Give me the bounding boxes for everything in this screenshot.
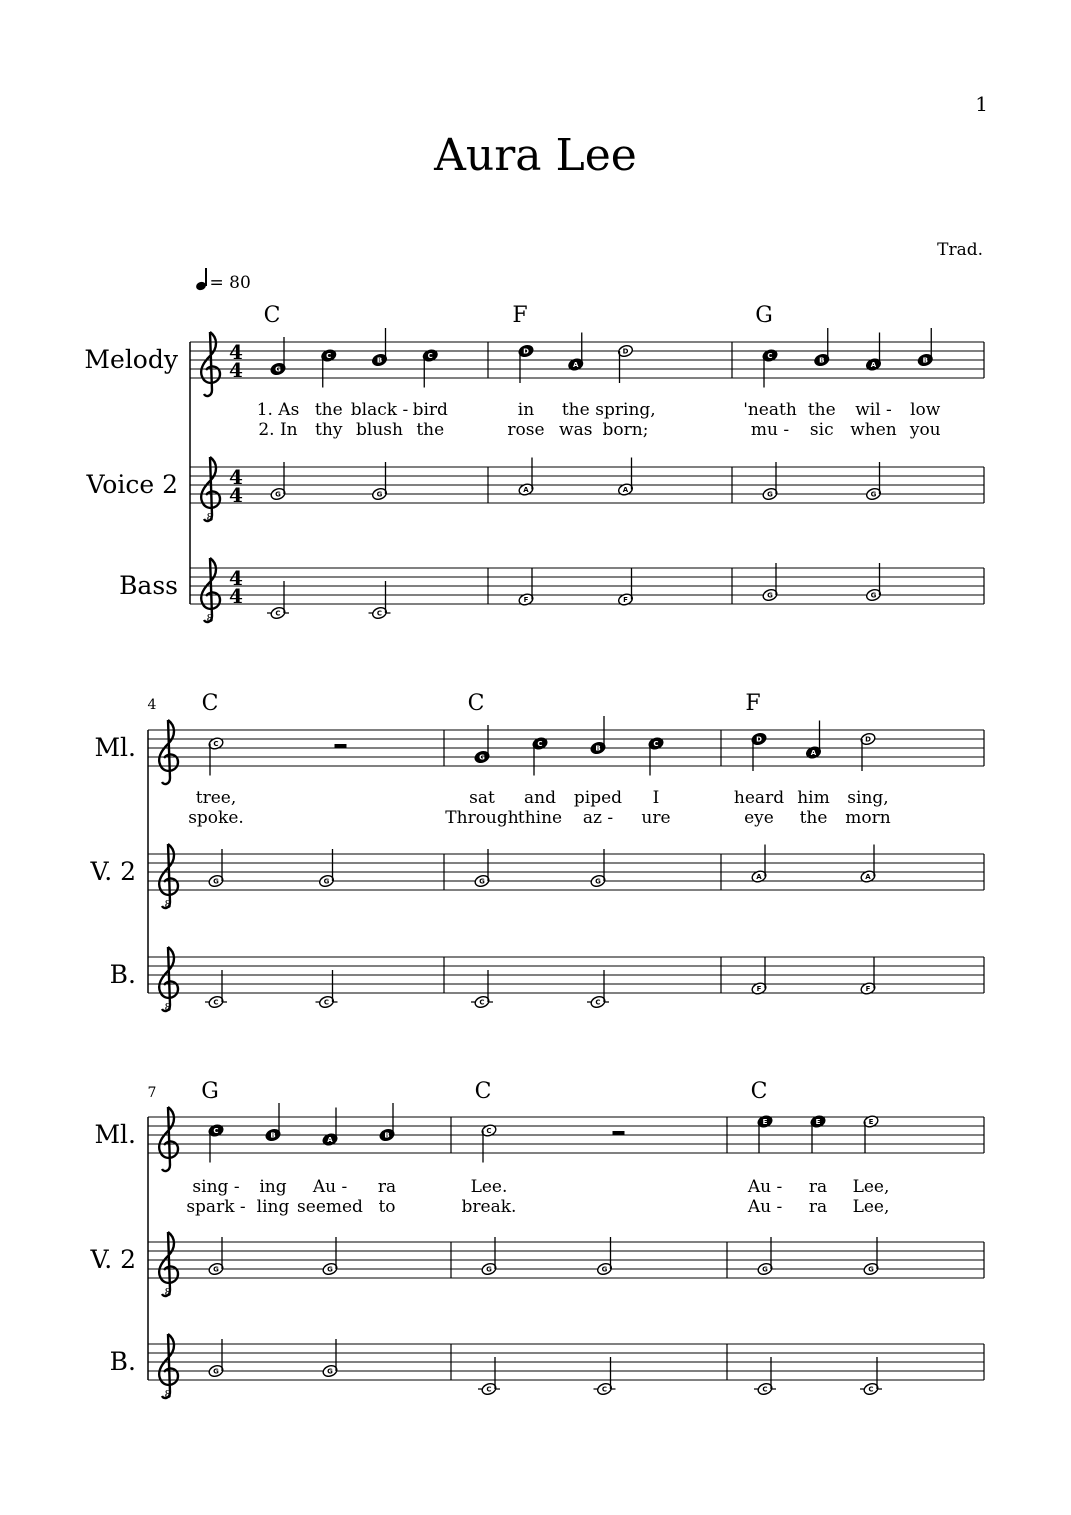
voice2-note-letter: G <box>213 877 219 886</box>
verse1-syllable: sing - <box>192 1177 240 1197</box>
bass-note-letter: G <box>213 1367 219 1376</box>
chord-symbol: F <box>745 691 761 716</box>
verse2-syllable: Au - <box>747 1197 783 1217</box>
verse1-syllable: the <box>314 400 343 420</box>
bass-note-letter: C <box>486 1385 492 1394</box>
chord-symbol: G <box>201 1079 219 1104</box>
voice2-note-letter: G <box>870 490 877 499</box>
octave-clef-mark: 8 <box>164 1388 172 1401</box>
bass-note-letter: G <box>767 591 773 600</box>
composer: Trad. <box>937 240 983 260</box>
verse1-syllable: Lee, <box>852 1177 890 1197</box>
bass-note-letter: C <box>479 998 485 1007</box>
bass-note-letter: C <box>275 609 281 618</box>
verse2-syllable: ling <box>256 1197 290 1217</box>
verse2-syllable: mu - <box>750 420 790 440</box>
verse2-syllable: Lee, <box>852 1197 890 1217</box>
chord-symbol: C <box>467 691 485 716</box>
staff-label-melody: Ml. <box>94 1120 136 1149</box>
verse2-syllable: eye <box>744 808 774 828</box>
melody-note-letter: A <box>810 749 817 757</box>
verse2-syllable: ure <box>641 808 671 828</box>
melody-note-letter: C <box>213 1127 219 1135</box>
melody-note-letter: B <box>384 1131 390 1140</box>
verse1-syllable: ra <box>808 1177 828 1197</box>
verse1-syllable: heard <box>733 788 785 808</box>
staff-label-bass: B. <box>109 960 136 989</box>
staff-label-melody: Ml. <box>94 733 136 762</box>
octave-clef-mark: 8 <box>164 898 172 911</box>
melody-note-letter: B <box>376 356 383 365</box>
voice2-note-letter: G <box>213 1265 219 1274</box>
time-sig-bottom: 4 <box>229 358 243 382</box>
verse1-syllable: sing, <box>847 788 889 808</box>
verse1-syllable: piped <box>573 788 623 808</box>
melody-note-letter: A <box>870 361 877 369</box>
measure-number: 4 <box>147 697 157 713</box>
verse2-syllable: rose <box>507 420 545 440</box>
melody-note-letter: D <box>865 735 871 744</box>
verse1-syllable: Au - <box>312 1177 348 1197</box>
melody-note-letter: G <box>479 753 485 762</box>
tempo-value: = 80 <box>209 273 251 293</box>
octave-clef-mark: 8 <box>164 1286 172 1299</box>
bass-note-letter: C <box>601 1385 608 1394</box>
verse1-syllable: him <box>797 788 830 808</box>
measure-number: 7 <box>147 1085 157 1101</box>
melody-note-letter: B <box>270 1131 276 1140</box>
melody-note-letter: C <box>537 740 543 748</box>
chord-symbol: C <box>201 691 219 716</box>
verse1-syllable: Au - <box>747 1177 783 1197</box>
melody-note-letter: E <box>815 1118 821 1126</box>
staff-label-voice2: V. 2 <box>90 1245 136 1274</box>
melody-note-letter: C <box>486 1127 492 1135</box>
melody-note-letter: A <box>573 361 579 369</box>
verse2-syllable: morn <box>845 808 891 828</box>
melody-note-letter: C <box>767 352 773 360</box>
staff-label-bass: Bass <box>119 571 178 600</box>
voice2-note-letter: A <box>756 873 762 881</box>
voice2-note-letter: G <box>275 490 281 499</box>
octave-clef-mark: 8 <box>164 1001 172 1014</box>
octave-clef-mark: 8 <box>206 511 214 524</box>
melody-note-letter: C <box>213 740 219 748</box>
half-rest-icon <box>613 1131 625 1135</box>
verse1-syllable: black - <box>350 400 409 420</box>
octave-clef-mark: 8 <box>206 612 214 625</box>
bass-note-letter: F <box>623 596 628 604</box>
melody-note-letter: A <box>327 1136 333 1144</box>
verse2-syllable: the <box>416 420 445 440</box>
melody-note-letter: B <box>922 356 928 365</box>
verse2-syllable: was <box>559 420 593 440</box>
verse2-syllable: born; <box>602 420 649 440</box>
verse1-syllable: in <box>517 400 535 420</box>
time-sig-bottom: 4 <box>229 584 243 608</box>
chord-symbol: F <box>512 303 528 328</box>
time-sig-top: 4 <box>229 340 243 364</box>
verse1-syllable: wil - <box>855 400 892 420</box>
voice2-note-letter: G <box>486 1265 492 1274</box>
melody-note-letter: C <box>427 352 433 360</box>
verse2-syllable: 2. In <box>258 420 298 440</box>
bass-note-letter: F <box>865 985 871 993</box>
chord-symbol: C <box>474 1079 492 1104</box>
verse1-syllable: 'neath <box>743 400 797 420</box>
verse2-syllable: spark - <box>186 1197 246 1217</box>
bass-note-letter: F <box>756 985 762 993</box>
bass-note-letter: G <box>870 591 877 600</box>
staff-label-melody: Melody <box>84 345 178 374</box>
voice2-note-letter: G <box>601 1265 608 1274</box>
melody-note-letter: B <box>819 356 825 365</box>
score-title: Aura Lee <box>434 130 637 181</box>
voice2-note-letter: G <box>323 877 330 886</box>
bass-note-letter: C <box>213 998 219 1007</box>
melody-note-letter: D <box>622 347 629 356</box>
melody-note-letter: B <box>595 744 601 753</box>
verse1-syllable: ra <box>377 1177 397 1197</box>
verse2-syllable: az - <box>582 808 614 828</box>
melody-note-letter: E <box>762 1118 768 1126</box>
chord-symbol: C <box>750 1079 768 1104</box>
melody-note-letter: D <box>756 735 762 744</box>
verse2-syllable: seemed <box>297 1197 363 1217</box>
verse1-syllable: sat <box>469 788 495 808</box>
verse2-syllable: blush <box>356 420 403 440</box>
verse1-syllable: the <box>807 400 836 420</box>
staff-label-voice2: V. 2 <box>90 857 136 886</box>
time-sig-top: 4 <box>229 465 243 489</box>
page-number: 1 <box>975 92 988 116</box>
verse2-syllable: spoke. <box>188 808 244 828</box>
verse2-syllable: you <box>909 420 941 440</box>
voice2-note-letter: G <box>868 1265 874 1274</box>
voice2-note-letter: G <box>479 877 485 886</box>
staff-label-voice2: Voice 2 <box>86 470 178 499</box>
verse1-syllable: the <box>561 400 590 420</box>
verse1-syllable: bird <box>412 400 448 420</box>
verse2-syllable: Through <box>445 808 519 828</box>
verse2-syllable: sic <box>809 420 834 440</box>
verse1-syllable: spring, <box>595 400 656 420</box>
bass-note-letter: C <box>323 998 330 1007</box>
staff-label-bass: B. <box>109 1347 136 1376</box>
verse1-syllable: tree, <box>195 788 237 808</box>
voice2-note-letter: G <box>595 877 601 886</box>
voice2-note-letter: G <box>767 490 773 499</box>
verse1-syllable: and <box>524 788 556 808</box>
verse2-syllable: ra <box>808 1197 828 1217</box>
voice2-note-letter: G <box>376 490 383 499</box>
melody-note-letter: C <box>653 740 659 748</box>
bass-note-letter: G <box>327 1367 333 1376</box>
verse2-syllable: when <box>850 420 897 440</box>
bass-note-letter: C <box>762 1385 768 1394</box>
time-sig-top: 4 <box>229 566 243 590</box>
half-rest-icon <box>335 744 347 748</box>
voice2-note-letter: G <box>762 1265 768 1274</box>
voice2-note-letter: A <box>523 486 529 494</box>
chord-symbol: G <box>755 303 773 328</box>
verse1-syllable: ing <box>259 1177 287 1197</box>
verse2-syllable: thine <box>517 808 563 828</box>
melody-note-letter: D <box>523 347 529 356</box>
verse2-syllable: to <box>378 1197 396 1217</box>
verse2-syllable: thy <box>315 420 343 440</box>
voice2-note-letter: A <box>865 873 871 881</box>
melody-note-letter: E <box>868 1118 874 1126</box>
verse1-syllable: Lee. <box>470 1177 508 1197</box>
bass-note-letter: C <box>376 609 383 618</box>
verse1-syllable: low <box>910 400 941 420</box>
verse1-syllable: 1. As <box>256 400 300 420</box>
bass-note-letter: C <box>868 1385 874 1394</box>
melody-note-letter: C <box>326 352 332 360</box>
chord-symbol: C <box>263 303 281 328</box>
bass-note-letter: F <box>523 596 529 604</box>
verse2-syllable: break. <box>461 1197 517 1217</box>
verse1-syllable: I <box>652 788 660 808</box>
voice2-note-letter: G <box>327 1265 333 1274</box>
voice2-note-letter: A <box>622 486 629 494</box>
time-sig-bottom: 4 <box>229 483 243 507</box>
verse2-syllable: the <box>799 808 828 828</box>
melody-note-letter: G <box>275 365 281 374</box>
bass-note-letter: C <box>595 998 601 1007</box>
